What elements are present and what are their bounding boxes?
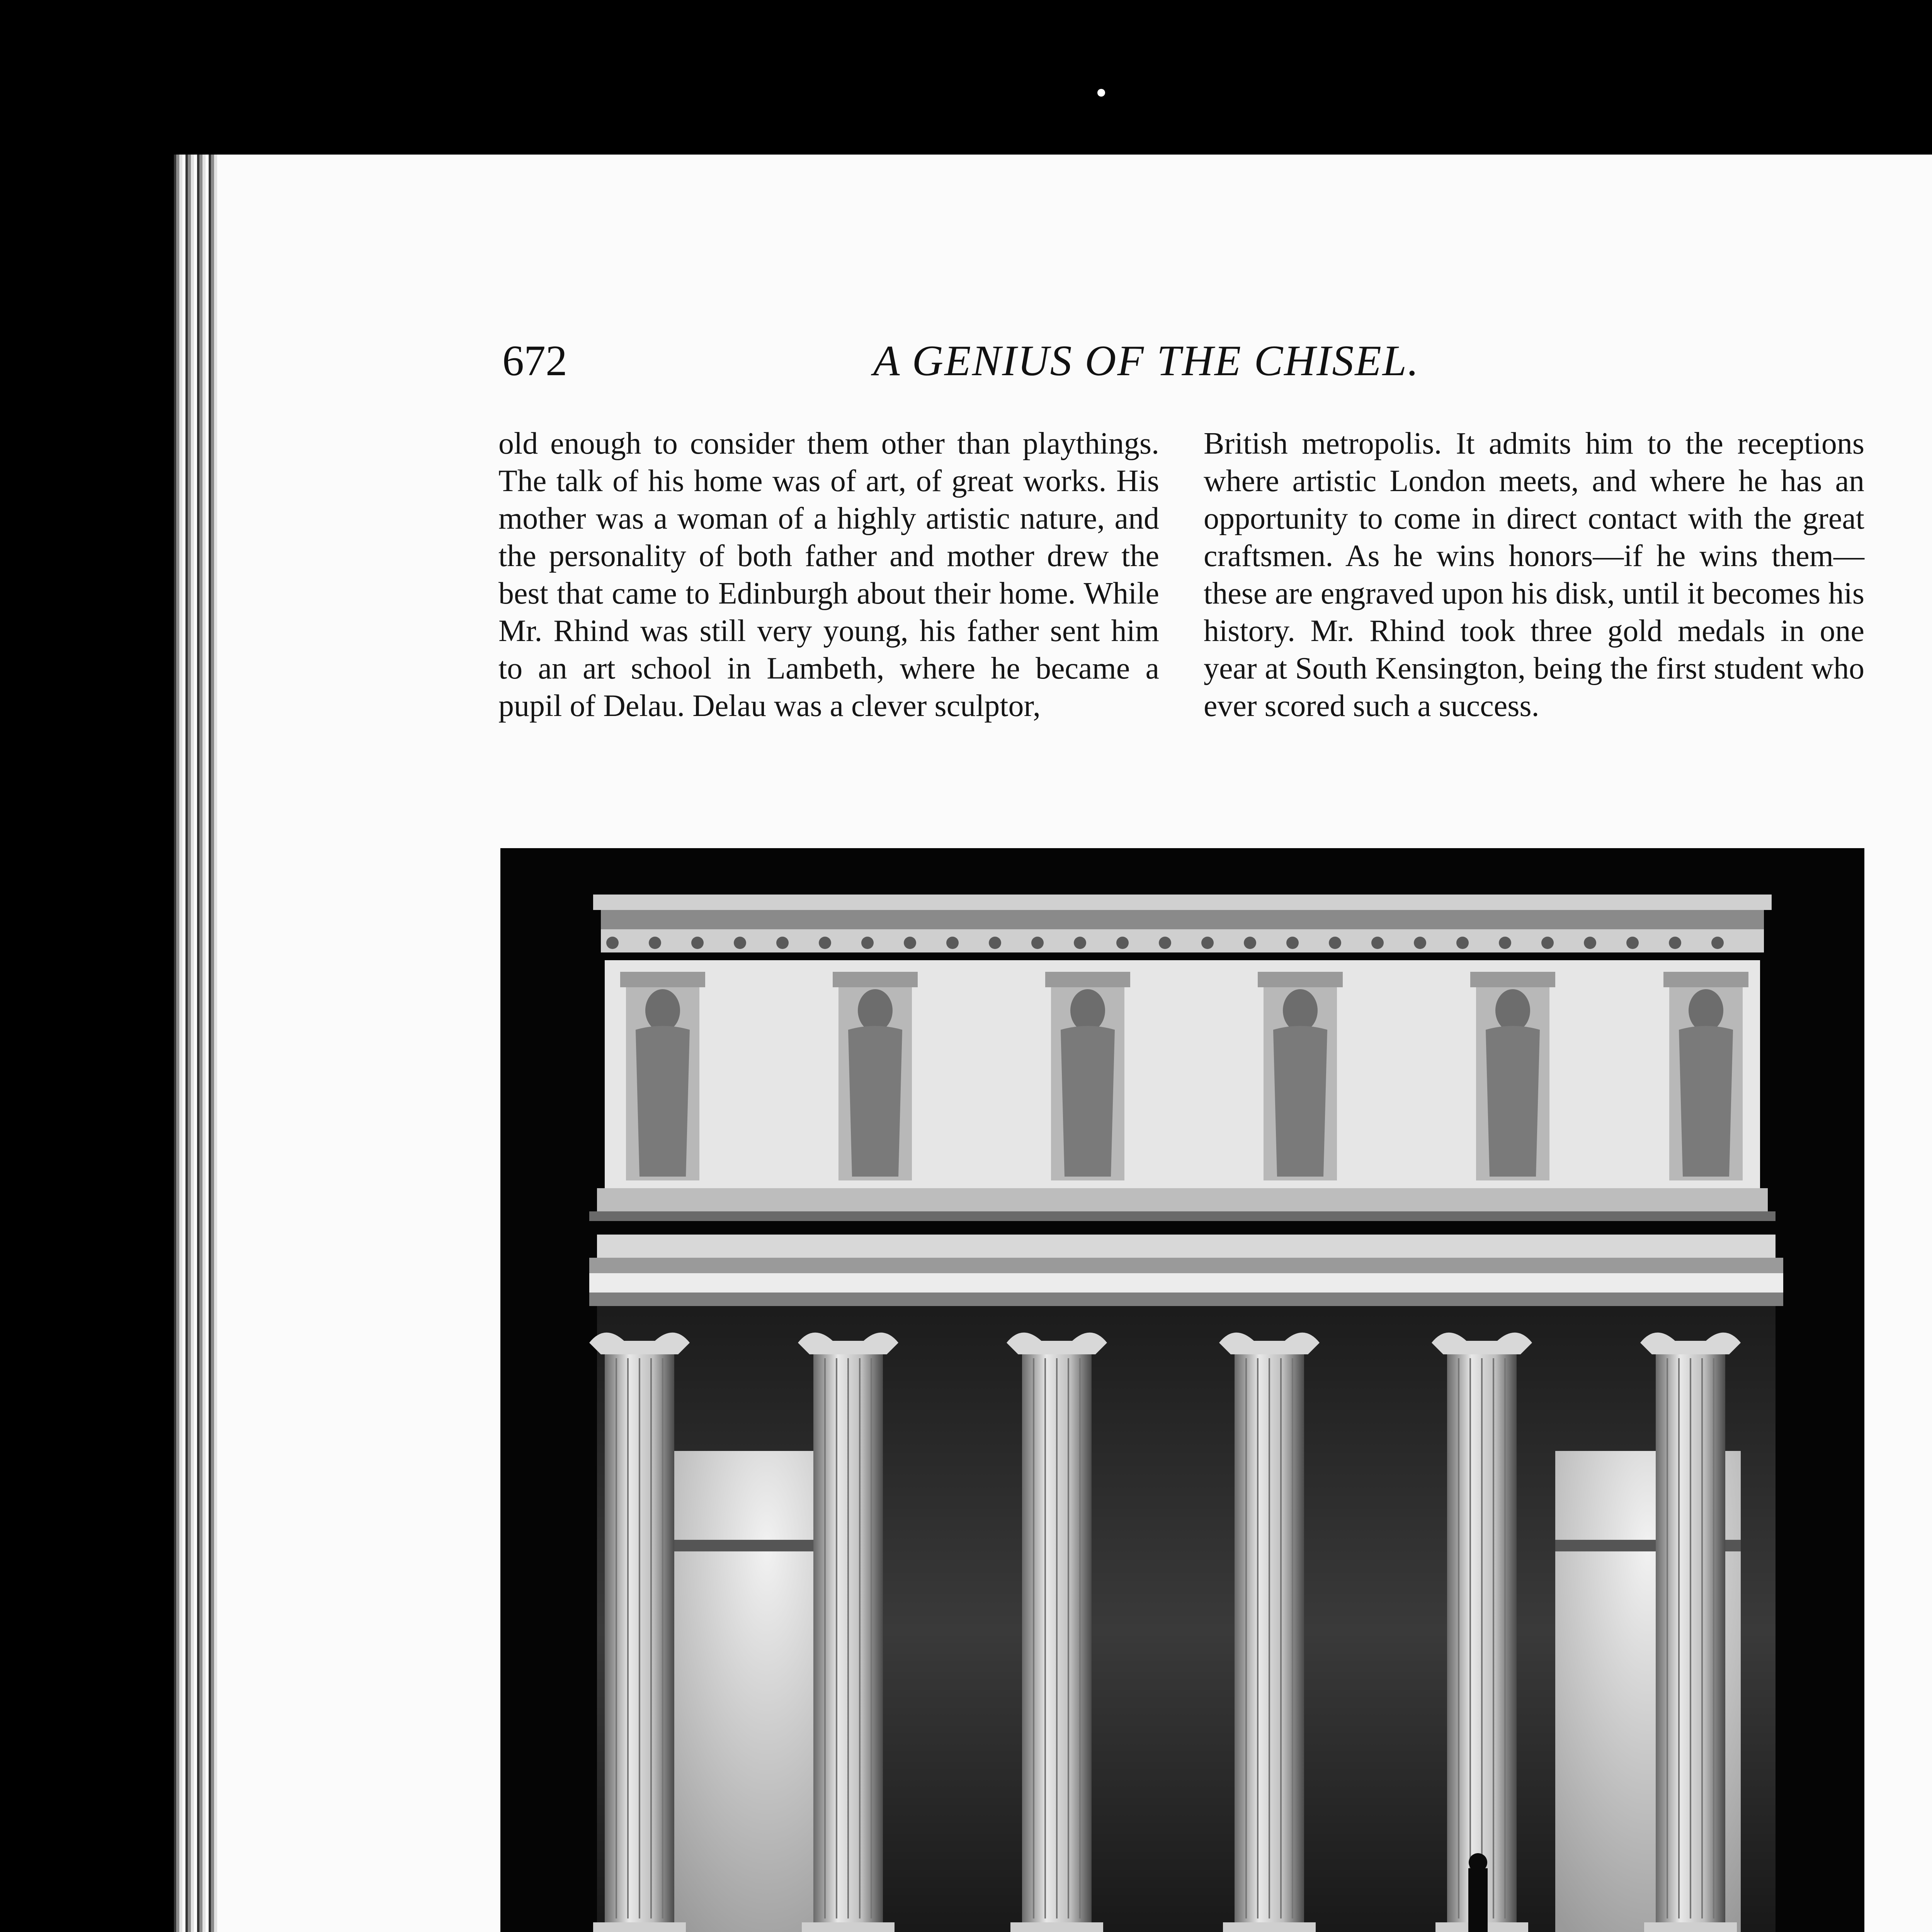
dentil-ornament	[1329, 937, 1341, 949]
dentil-ornament	[904, 937, 916, 949]
portico-photograph	[500, 848, 1864, 1932]
pilaster-capital	[1258, 972, 1343, 987]
dentil-ornament	[1711, 937, 1724, 949]
column-base	[1010, 1922, 1103, 1932]
dentil-ornament	[1244, 937, 1256, 949]
pilaster-capital	[1045, 972, 1130, 987]
caryatid-figure	[1486, 1026, 1540, 1177]
dentil-ornament	[861, 937, 874, 949]
text-column-top-left	[498, 425, 1159, 725]
dentil-ornament	[1669, 937, 1681, 949]
caryatid-head	[1283, 989, 1318, 1032]
column-base	[802, 1922, 895, 1932]
dentil-ornament	[734, 937, 746, 949]
dentil-ornament	[1116, 937, 1129, 949]
pilaster-capital	[620, 972, 705, 987]
dentil-ornament	[1456, 937, 1469, 949]
dentil-ornament	[1626, 937, 1639, 949]
running-title: A GENIUS OF THE CHISEL.	[873, 337, 1420, 385]
caryatid-figure	[848, 1026, 902, 1177]
dentil-ornament	[1414, 937, 1426, 949]
column-base	[1223, 1922, 1316, 1932]
dentil-ornament	[1074, 937, 1086, 949]
page-number: 672	[502, 337, 567, 385]
dentil-ornament	[776, 937, 789, 949]
caryatid-figure	[1679, 1026, 1733, 1177]
dentil-ornament	[819, 937, 831, 949]
caryatid-head	[858, 989, 893, 1032]
portico-illustration	[500, 848, 1864, 1932]
dentil-ornament	[1584, 937, 1596, 949]
caryatid-head	[1495, 989, 1530, 1032]
pilaster-capital	[833, 972, 918, 987]
dentil-ornament	[691, 937, 704, 949]
caryatid-head	[1070, 989, 1105, 1032]
column-base	[593, 1922, 686, 1932]
dentil-ornament	[1499, 937, 1511, 949]
dentil-ornament	[649, 937, 661, 949]
dentil-ornament	[1371, 937, 1384, 949]
dentil-ornament	[1286, 937, 1299, 949]
dentil-ornament	[1541, 937, 1554, 949]
page-gutter-shadow	[174, 155, 220, 1932]
column-base	[1644, 1922, 1737, 1932]
dentil-ornament	[946, 937, 959, 949]
pilaster-capital	[1470, 972, 1555, 987]
caryatid-figure	[1273, 1026, 1327, 1177]
dentil-ornament	[1201, 937, 1214, 949]
caryatid-head	[1689, 989, 1723, 1032]
text-column-top-right	[1204, 425, 1864, 725]
paragraph: old enough to consider them other than playthings. The talk of his home was of art, of great works. His mother was a woman of a highly artistic nature, and the personality of both father and mother drew the best that came to Edinburgh about their home. While Mr. Rhind was still very young, his father sent him to an art school in Lambeth, where he became a pupil of Delau. Delau was a clever sculptor,	[498, 427, 1159, 723]
scan-speck	[1097, 89, 1105, 97]
dentil-ornament	[1031, 937, 1044, 949]
dentil-ornament	[989, 937, 1001, 949]
caryatid-head	[645, 989, 680, 1032]
dentil-ornament	[606, 937, 619, 949]
caryatid-figure	[1061, 1026, 1115, 1177]
caryatid-figure	[636, 1026, 690, 1177]
pilaster-capital	[1663, 972, 1748, 987]
paragraph: British metropolis. It admits him to the receptions where artistic London meets, and where he has an opportunity to come in direct contact with the great craftsmen. As he wins honors—if he wins them—these are engraved upon his disk, until it becomes his history. Mr. Rhind took three gold medals in one year at South Kensington, being the first student who ever scored such a success.	[1204, 427, 1864, 723]
dentil-ornament	[1159, 937, 1171, 949]
